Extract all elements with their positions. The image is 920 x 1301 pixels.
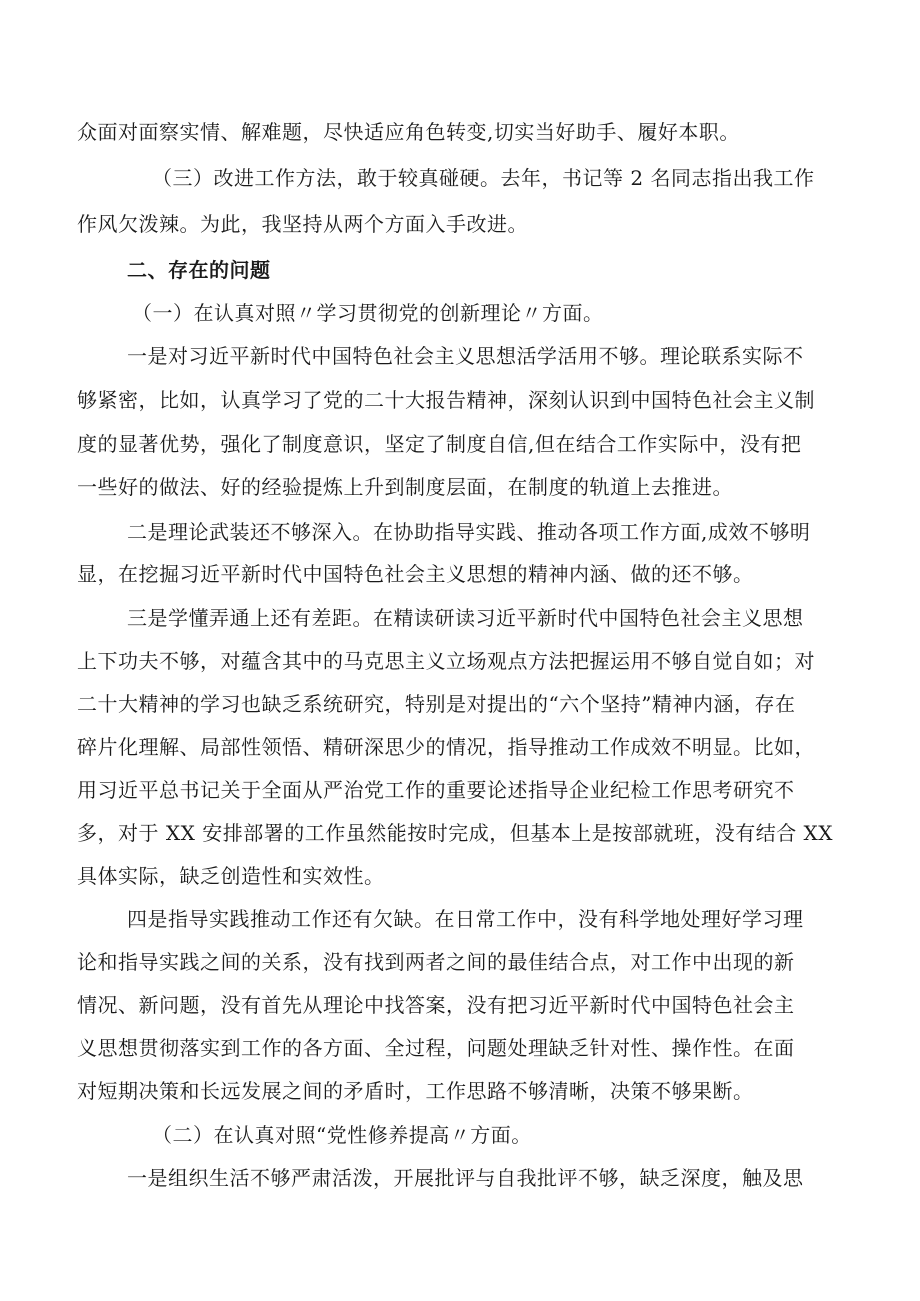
paragraph-line: 二十大精神的学习也缺乏系统研究，特别是对提出的“六个坚持”精神内涵，存在 xyxy=(77,692,796,716)
paragraph-line: 一是组织生活不够严肃活泼，开展批评与自我批评不够，缺乏深度，触及思 xyxy=(127,1166,804,1190)
subsection-heading: （一）在认真对照〃学习贯彻党的创新理论〃方面。 xyxy=(132,301,604,325)
paragraph-line: 作风欠泼辣。为此，我坚持从两个方面入手改进。 xyxy=(77,212,528,236)
paragraph-line: 显，在挖掘习近平新时代中国特色社会主义思想的精神内涵、做的还不够。 xyxy=(77,562,754,586)
paragraph-line: 碎片化理解、局部性领悟、精研深思少的情况，指导推动工作成效不明显。比如， xyxy=(77,735,815,759)
paragraph-line: 用习近平总书记关于全面从严治党工作的重要论述指导企业纪检工作思考研究不 xyxy=(77,778,795,802)
paragraph-line: 上下功夫不够，对蕴含其中的马克思主义立场观点方法把握运用不够自觉自如；对 xyxy=(77,649,815,673)
paragraph-line: 二是理论武装还不够深入。在协助指导实践、推动各项工作方面,成效不够明 xyxy=(127,520,811,544)
paragraph-line: 情况、新问题，没有首先从理论中找答案，没有把习近平新时代中国特色社会主 xyxy=(77,993,795,1017)
paragraph-line: 度的显著优势，强化了制度意识，坚定了制度自信,但在结合工作实际中，没有把 xyxy=(77,432,802,456)
paragraph-line: 四是指导实践推动工作还有欠缺。在日常工作中，没有科学地处理好学习理 xyxy=(127,907,804,931)
paragraph-line: 多，对于 XX 安排部署的工作虽然能按时完成，但基本上是按部就班，没有结合 XX xyxy=(77,821,834,845)
section-heading: 二、存在的问题 xyxy=(127,258,271,282)
paragraph-line: 一是对习近平新时代中国特色社会主义思想活学活用不够。理论联系实际不 xyxy=(127,344,804,368)
paragraph-line: 够紧密，比如，认真学习了党的二十大报告精神，深刻认识到中国特色社会主义制 xyxy=(77,388,815,412)
paragraph-line: 对短期决策和长远发展之间的矛盾时，工作思路不够清晰，决策不够果断。 xyxy=(77,1079,754,1103)
paragraph-line: （三）改进工作方法，敢于较真碰硬。去年，书记等 2 名同志指出我工作 xyxy=(152,166,815,190)
paragraph-line: 具体实际，缺乏创造性和实效性。 xyxy=(77,864,385,888)
paragraph-line: 义思想贯彻落实到工作的各方面、全过程，问题处理缺乏针对性、操作性。在面 xyxy=(77,1036,795,1060)
paragraph-line: 三是学懂弄通上还有差距。在精读研读习近平新时代中国特色社会主义思想 xyxy=(127,606,804,630)
subsection-heading: （二）在认真对照“党性修养提高〃方面。 xyxy=(152,1123,532,1147)
paragraph-line: 论和指导实践之间的关系，没有找到两者之间的最佳结合点，对工作中出现的新 xyxy=(77,950,795,974)
paragraph-line: 众面对面察实情、解难题，尽快适应角色转变,切实当好助手、履好本职。 xyxy=(77,120,740,144)
paragraph-line: 一些好的做法、好的经验提炼上升到制度层面，在制度的轨道上去推进。 xyxy=(77,475,733,499)
